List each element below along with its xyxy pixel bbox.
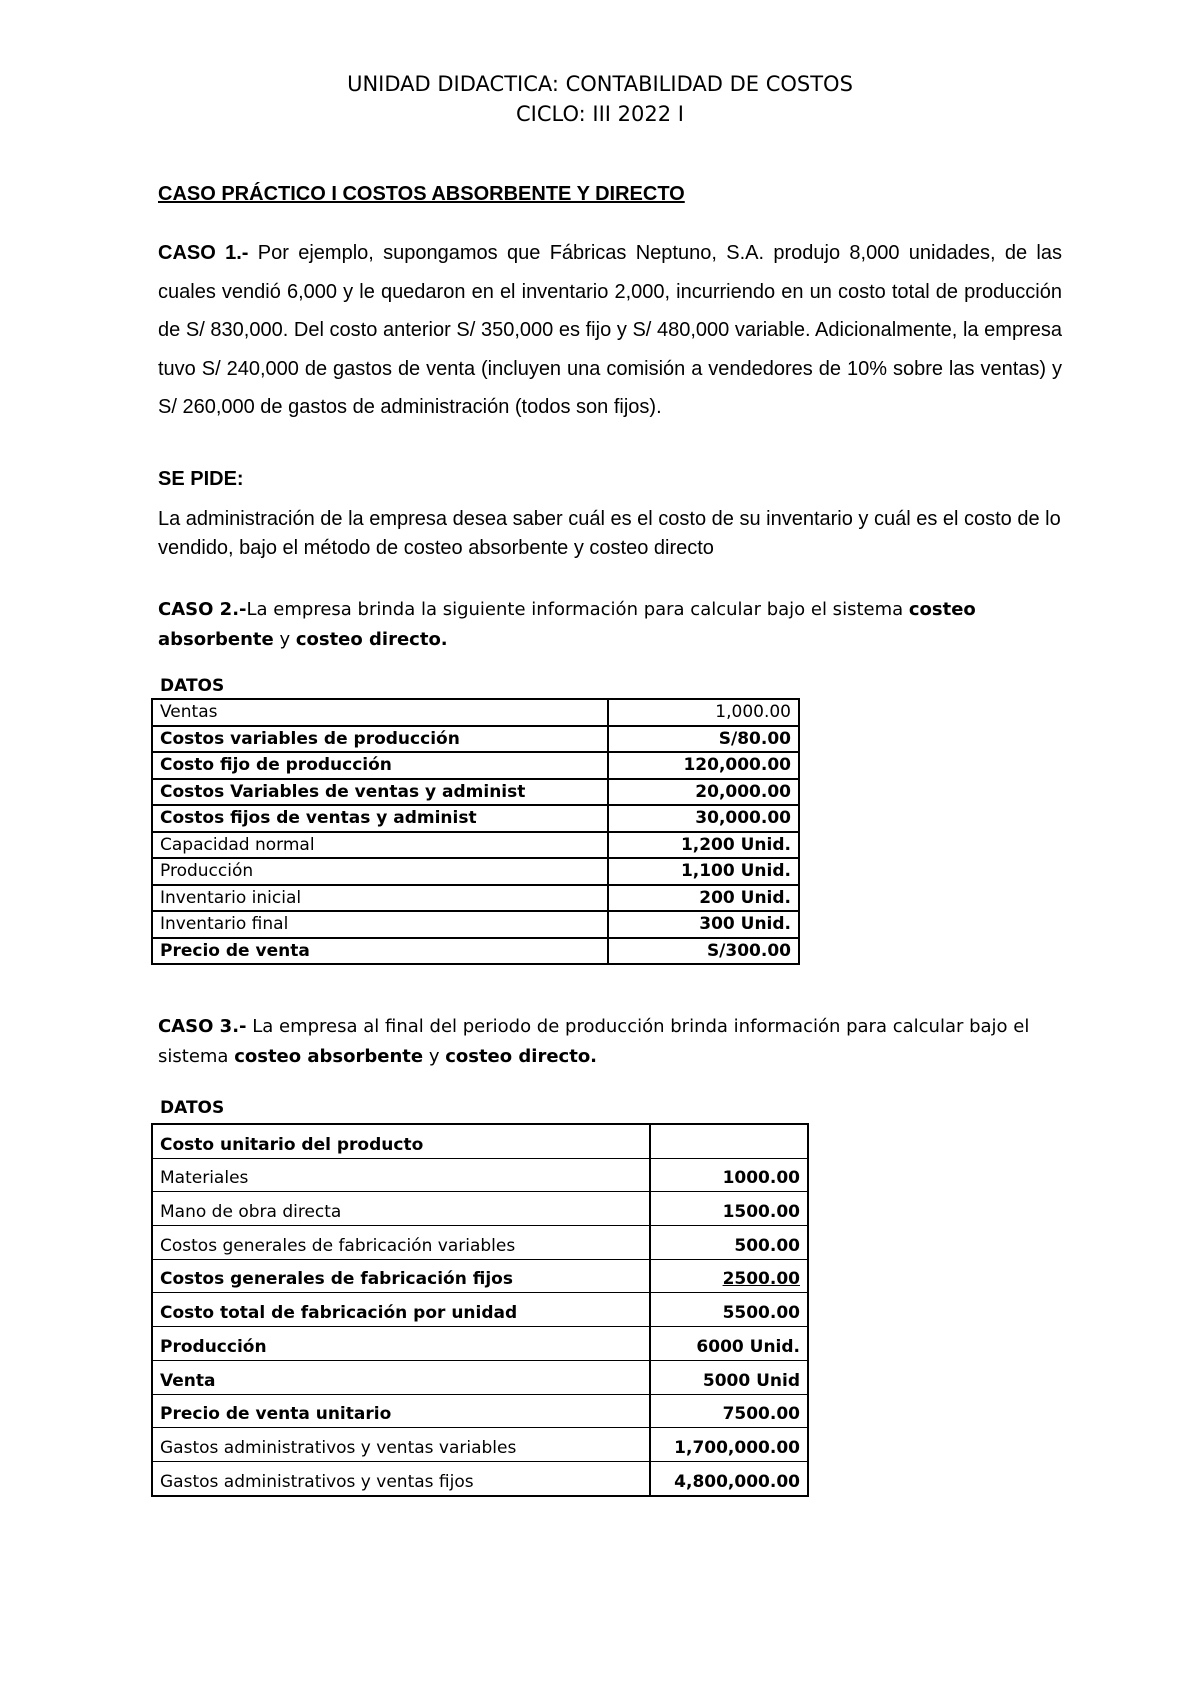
row-label: Precio de venta	[152, 938, 608, 965]
row-value: 500.00	[650, 1226, 808, 1260]
row-label: Producción	[152, 858, 608, 885]
row-value: 1,100 Unid.	[608, 858, 799, 885]
row-label: Costos variables de producción	[152, 726, 608, 753]
row-label: Capacidad normal	[152, 832, 608, 859]
se-pide-label: SE PIDE:	[158, 468, 244, 490]
caso3-bold-a: costeo absorbente	[234, 1046, 424, 1067]
row-value: 5500.00	[650, 1293, 808, 1327]
caso3-paragraph	[158, 1012, 1062, 1072]
table-row	[152, 805, 799, 832]
row-value: 1,700,000.00	[650, 1428, 808, 1462]
row-label: Costos generales de fabricación variables	[152, 1226, 650, 1260]
row-label: Costos generales de fabricación fijos	[152, 1259, 650, 1293]
row-label: Costo total de fabricación por unidad	[152, 1293, 650, 1327]
caso3-text-a: La empresa al final del periodo de producción brinda información para calcular bajo el sistema	[158, 1016, 1030, 1067]
row-value: 4,800,000.00	[650, 1461, 808, 1495]
table-row	[152, 1360, 808, 1394]
table-row	[152, 938, 799, 965]
se-pide-text: La administración de la empresa desea saber cuál es el costo de su inventario y cuál es el costo de lo vendido, bajo el método de costeo absorbente y costeo directo	[158, 508, 1061, 559]
course-title: UNIDAD DIDACTICA: CONTABILIDAD DE COSTOS	[347, 72, 853, 96]
caso3-label: CASO 3.-	[158, 1016, 247, 1037]
course-cycle: CICLO: III 2022 I	[516, 102, 684, 126]
row-value: 5000 Unid	[650, 1360, 808, 1394]
row-label: Precio de venta unitario	[152, 1394, 650, 1428]
table-row	[152, 858, 799, 885]
table-row	[152, 779, 799, 806]
table-row	[152, 726, 799, 753]
table-row	[152, 1428, 808, 1462]
row-label: Mano de obra directa	[152, 1192, 650, 1226]
caso3-datos-label: DATOS	[160, 1098, 225, 1118]
caso2-datos-label: DATOS	[160, 676, 225, 696]
caso2-bold-a: costeo absorbente	[158, 599, 976, 650]
row-label: Venta	[152, 1360, 650, 1394]
row-value: 1500.00	[650, 1192, 808, 1226]
caso1-label: CASO 1.-	[158, 242, 249, 264]
row-label: Costos fijos de ventas y administ	[152, 805, 608, 832]
row-label: Costos Variables de ventas y administ	[152, 779, 608, 806]
row-value: 200 Unid.	[608, 885, 799, 912]
caso2-text-a: La empresa brinda la siguiente información para calcular bajo el sistema	[246, 599, 909, 620]
table-row	[152, 699, 799, 726]
table-row	[152, 1327, 808, 1361]
row-label: Inventario final	[152, 911, 608, 938]
row-value: 6000 Unid.	[650, 1327, 808, 1361]
table-row	[152, 752, 799, 779]
row-value: S/300.00	[608, 938, 799, 965]
row-value: 2500.00	[650, 1259, 808, 1293]
table-row	[152, 1158, 808, 1192]
caso3-bold-b: costeo directo.	[445, 1046, 598, 1067]
caso2-data-table	[151, 698, 800, 965]
row-label: Producción	[152, 1327, 650, 1361]
row-value: 300 Unid.	[608, 911, 799, 938]
caso2-label: CASO 2.-	[158, 599, 247, 620]
caso3-data-table	[151, 1123, 809, 1497]
table-row	[152, 1226, 808, 1260]
table-header-row	[152, 1124, 808, 1158]
table-row	[152, 1293, 808, 1327]
caso1-text: Por ejemplo, supongamos que Fábricas Neptuno, S.A. produjo 8,000 unidades, de las cuales vendió 6,000 y le quedaron en el inventario 2,000, incurriendo en un costo total de producción de S/ 830,000. Del costo anterior S/ 350,000 es fijo y S/ 480,000 variable. Adicionalmente, la empresa tuvo S/ 240,000 de gastos de venta (incluyen una comisión a vendedores de 10% sobre las ventas) y S/ 260,000 de gastos de administración (todos son fijos).	[158, 242, 1062, 418]
row-label: Inventario inicial	[152, 885, 608, 912]
row-value: 1000.00	[650, 1158, 808, 1192]
document-title: CASO PRÁCTICO I COSTOS ABSORBENTE Y DIRECTO	[158, 183, 685, 205]
row-value: S/80.00	[608, 726, 799, 753]
row-label: Ventas	[152, 699, 608, 726]
table-row	[152, 885, 799, 912]
caso3-text-b: y	[423, 1046, 446, 1067]
caso2-paragraph	[158, 595, 1062, 655]
table-row	[152, 1192, 808, 1226]
row-value: 7500.00	[650, 1394, 808, 1428]
caso1-paragraph	[158, 234, 1062, 427]
row-value: 20,000.00	[608, 779, 799, 806]
caso2-text-b: y	[273, 629, 296, 650]
row-label: Gastos administrativos y ventas variables	[152, 1428, 650, 1462]
caso2-bold-b: costeo directo.	[295, 629, 448, 650]
row-label: Costo fijo de producción	[152, 752, 608, 779]
table-row	[152, 1259, 808, 1293]
table-row	[152, 832, 799, 859]
table-row	[152, 1461, 808, 1495]
row-value: 30,000.00	[608, 805, 799, 832]
row-label: Gastos administrativos y ventas fijos	[152, 1461, 650, 1495]
row-value: 120,000.00	[608, 752, 799, 779]
table-row	[152, 911, 799, 938]
row-label: Materiales	[152, 1158, 650, 1192]
table-header-empty-cell	[650, 1124, 808, 1158]
table-header-cell: Costo unitario del producto	[152, 1124, 650, 1158]
table-row	[152, 1394, 808, 1428]
row-value: 1,000.00	[608, 699, 799, 726]
row-value: 1,200 Unid.	[608, 832, 799, 859]
